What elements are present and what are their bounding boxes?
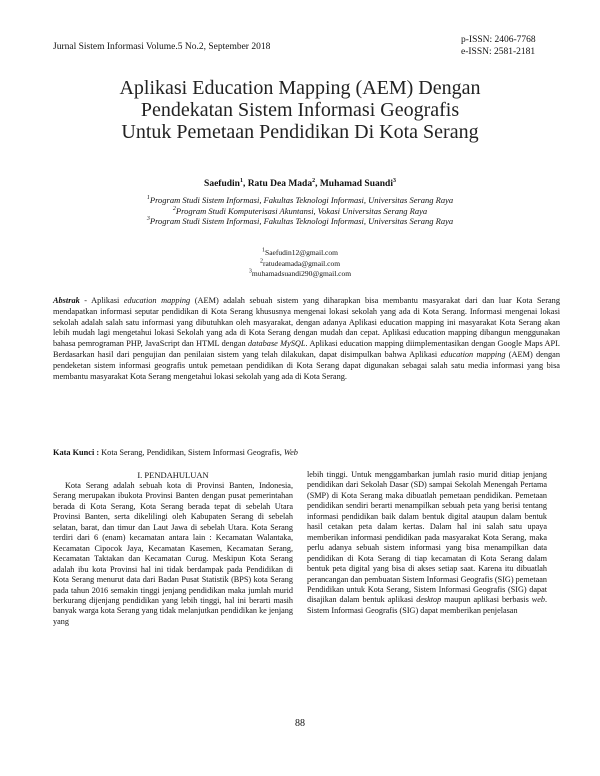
author-2-sup: 2 xyxy=(312,177,316,184)
emails xyxy=(0,248,600,280)
title-line-2: Pendekatan Sistem Informasi Geografis xyxy=(140,99,460,121)
e-issn: e-ISSN: 2581-2181 xyxy=(461,47,536,57)
body-column-right xyxy=(307,470,547,616)
page-number: 88 xyxy=(295,718,305,729)
email-1: $^1$Saefudin12@gmail.com xyxy=(262,247,338,257)
authors: Saefudin$^1$, Ratu Dea Mada$^2$, Muhamad Suandi$^3$ xyxy=(204,177,396,189)
affiliation-1: $^1$Program Studi Sistem Informasi, Fakultas Teknologi Informasi, Universitas Serang Raya xyxy=(146,195,454,205)
paragraph: Kota Serang adalah sebuah kota di Provinsi Banten, Indonesia, Serang merupakan ibukota Provinsi Banten dengan pusat pemerintahan berada di Kota Serang, Kota Serang berada tepat di sebelah Utara Provinsi Banten, serta dikelilingi oleh Kabupaten Serang di sebelah selatan, barat, dan timur dan Laut Jawa di sebelah Utara. Kota Serang terdiri dari 6 (enam) kecamatan antara lain : Kecamatan Walantaka, Kecamatan Cipocok Jaya, Kecamatan Kasemen, Kecamatan Serang, Kecamatan Taktakan dan Kecamatan Curug. Meskipun Kota Serang adalah ibu kota Provinsi hal ini tidak berdampak pada Pendidikan di Kota Serang menurut data dari Badan Pusat Statistik (BPS) kota Serang pada tahun 2016 semakin tinggi jenjang pendidikan maka jumlah murid berkurang dijenjang pendidikan yang lebih tinggi, hal ini berarti masih banyak warga kota Serang yang tidak melanjutkan pendidikan ke jenjang yang xyxy=(53,481,293,626)
abstract: Abstrak - Aplikasi education mapping (AEM) adalah sebuah sistem yang diharapkan bisa membantu masyarakat dari dan luar Kota Serang mendapatkan informasi seputar pendidikan di Kota Serang khususnya mengenai lokasi sekolah yang ada di Kota Serang. Informasi mengenai lokasi sekolah adalah salah satu informasi yang dibutuhkan oleh masyarakat, dengan adanya Aplikasi education mapping ini masyarakat Kota Serang akan lebih mudah lagi mengetahui lokasi Sekolah yang ada di Kota Serang dengan mudah dan cepat. Aplikasi education mapping dibangun menggunakan bahasa pemrograman PHP, JavaScript dan HTML dengan database MySQL. Aplikasi education mapping diimplementasikan dengan Google Maps API. Berdasarkan hasil dari pengujian dan penilaian sistem yang telah dilakukan, dapat disimpulkan bahwa Aplikasi education mapping (AEM) dengan pendeketan sistem informasi geografis untuk pemetaan pendidikan di Kota Serang dapat digunakan sebagai salah satu media informasi yang bisa membantu masyarakat Kota Serang mengetahui lokasi sekolah yang ada di Kota Serang. xyxy=(53,296,560,381)
title-line-1: Aplikasi Education Mapping (AEM) Dengan xyxy=(119,77,481,99)
author-3: Muhamad Suandi xyxy=(319,179,393,189)
abstract-label: Abstrak xyxy=(53,296,80,305)
author-1-sup: 1 xyxy=(239,177,243,184)
paper-title xyxy=(0,77,600,143)
journal-header: Jurnal Sistem Informasi Volume.5 No.2, September 2018 xyxy=(53,42,271,52)
email-2: $^2$ratudeamada@gmail.com xyxy=(259,258,341,268)
author-3-sup: 3 xyxy=(392,177,396,184)
section-heading: I. PENDAHULUAN xyxy=(137,470,209,480)
author-2: Ratu Dea Mada xyxy=(247,179,313,189)
author-1: Saefudin xyxy=(204,179,240,189)
affiliation-2: $^2$Program Studi Komputerisasi Akuntansi, Vokasi Universitas Serang Raya xyxy=(172,205,428,216)
affiliation-3: $^3$Program Studi Sistem Informasi, Fakultas Teknologi Informasi, Universitas Serang Raya xyxy=(146,216,454,226)
paragraph: lebih tinggi. Untuk menggambarkan jumlah rasio murid ditiap jenjang pendidikan dari Sekolah Dasar (SD) sampai Sekolah Menengah Pertama (SMP) di Kota Serang maka dibuatlah pemetaan pendidikan. Pemetaan pendidikan sendiri berarti menampilkan sebuah peta yang berisi tentang informasi pendidikan baik dalam bentuk digital ataupun dalam bentuk hasil cetakan peta dalam kertas. Dalam hal ini salah satu upaya memberikan informasi pendidikan pada masyarakat Kota Serang, maka perlu adanya sebuah sistem informasi yang bisa menampilkan data pendidikan di Kota Serang di tiap kecamatan di Kota Serang dalam bentuk peta digital yang bisa di akses setiap saat. Karena itu dibuatlah perancangan dan pembuatan Sistem Informasi Geografis (SIG) pemetaan Pendidikan untuk Kota Serang, Sistem Informasi Geografis (SIG) dapat disajikan dalam bentuk aplikasi desktop maupun aplikasi berbasis web. Sistem Informasi Geografis (SIG) dapat memberikan penjelasan xyxy=(307,470,547,615)
keywords: Kata Kunci : Kota Serang, Pendidikan, Sistem Informasi Geografis, Web xyxy=(53,448,298,457)
body-column-left xyxy=(53,481,293,627)
email-3: $^3$muhamadsuandi290@gmail.com xyxy=(248,268,352,278)
affiliations xyxy=(0,195,600,227)
title-line-3: Untuk Pemetaan Pendidikan Di Kota Serang xyxy=(121,121,479,143)
p-issn: p-ISSN: 2406-7768 xyxy=(461,35,536,45)
issn-block xyxy=(461,34,536,58)
keywords-label: Kata Kunci : xyxy=(53,448,100,457)
